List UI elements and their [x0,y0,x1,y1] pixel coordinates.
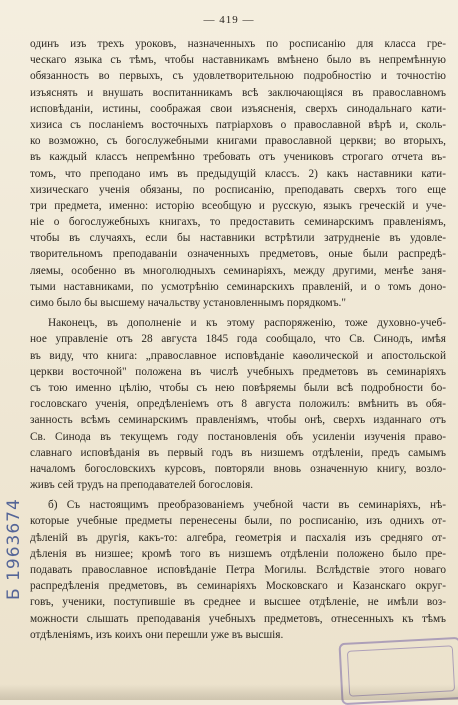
paragraph [30,315,446,493]
text-line: дѣленія въ низшее; кромѣ того въ низшемъ отдѣленіи положено было пре- [30,547,446,560]
text-line: съ тою именно цѣлію, чтобы съ нею повѣряемы были всѣ подробности бо- [30,381,446,394]
text-line: гословскаго ученія, опредѣленіемъ отъ 8 августа положилъ: вмѣнить въ обя- [30,398,446,411]
body-text [30,36,446,643]
text-line: томъ, что преподано имъ въ предыдущій классъ. 2) какъ наставники кати- [30,167,446,180]
text-line: тыми наставниками, по усмотрѣнію семинарскихъ правленій, и о томъ доно- [30,280,446,293]
page-edge-shadow [0,684,458,700]
text-line: въ каждый классъ непремѣнно требовать отъ учениковъ строгаго отчета въ- [30,151,446,164]
text-line: церкви восточной" положена въ числѣ учебныхъ предметовъ въ семинаріяхъ [30,365,446,378]
text-line: ное управленіе отъ 28 августа 1845 года сообщало, что Св. Синодъ, имѣя [30,333,446,346]
paragraph [30,36,446,311]
text-line: одинъ изъ трехъ уроковъ, назначенныхъ по росписанію для класса гре- [30,38,446,50]
text-line: распредѣленія предметовъ, въ семинаріяхъ Московскаго и Казанскаго округ- [30,580,446,593]
text-line: хизическаго ученія обязаны, по росписанію, преподавать сверхъ того еще [30,183,446,196]
text-line: б) Съ настоящимъ преобразованіемъ учебной части въ семинаріяхъ, нѣ- [48,499,446,512]
page-number: — 419 — [203,14,255,26]
text-line: симо было бы высшему начальству установленнымъ порядкомъ." [30,297,346,309]
text-line: которые учебные предметы перенесены были, по росписанію, изъ однихъ от- [30,515,446,528]
text-line: Св. Синода въ текущемъ году постановленія объ усиленіи изученія право- [30,430,446,443]
text-line: можности слышать преподаванія учебныхъ предметовъ, отнесенныхъ къ тѣмъ [30,612,446,625]
text-line: изъяснять и внушать воспитанникамъ всѣ заключающіяся въ православномъ [30,86,446,99]
text-line: занность всѣмъ семинарскимъ правленіямъ, чтобы онѣ, сверхъ изданнаго отъ [30,414,446,427]
text-line: ко возможно, съ богослужебными книгами православной церкви; во вторыхъ, [30,135,446,148]
text-line: живъ сей трудъ на преподавателей богословія. [30,479,254,492]
text-line: обязанность во первыхъ, съ удовлетворительною подробностію и точностію [30,70,446,83]
text-line: Наконецъ, въ дополненіе и къ этому распоряженію, тоже духовно-учеб- [48,317,446,330]
text-line: ляемы, особенно въ многолюдныхъ семинаріяхъ, между другими, менѣе заня- [30,264,446,277]
paragraph [30,497,446,643]
text-line: ніе о богослужебныхъ книгахъ, то предоставить семинарскимъ правленіямъ, [30,216,446,229]
text-line: въ виду, что книга: „православное исповѣданіе каѳолической и апостольской [30,349,446,362]
text-line: говъ, ученики, поступившіе въ среднее и высшее отдѣленіе, не имѣли воз- [30,596,446,609]
text-line: чтобы въ случаяхъ, если бы наставники встрѣтили затрудненіе въ удовле- [30,232,446,245]
text-line: хизиса съ посланіемъ восточныхъ патріарховъ о православной вѣрѣ и, сколь- [30,118,446,131]
text-line: началомъ богословскихъ курсовъ, повторяли вновь означенную книгу, возло- [30,462,446,475]
text-line: подавать православное исповѣданіе Петра Могилы. Вслѣдствіе этого новаго [30,564,446,576]
inventory-number: Б 1963674 [4,498,24,600]
text-line: дѣленій въ другія, какъ-то: алгебра, геометрія и пасхалія изъ средняго от- [30,531,446,544]
text-line: три предмета, именно: исторію всеобщую и русскую, языкъ греческій и уче- [30,199,446,212]
text-line: исповѣданіи, истины, соображая свои изъясненія, сверхъ синодальнаго кати- [30,102,446,115]
text-line: отдѣленіямъ, изъ коихъ они перешли уже въ высшія. [30,628,284,641]
text-line: ческаго языка съ тѣмъ, чтобы наставникамъ вмѣнено было въ непремѣнную [30,54,446,67]
text-line: творительномъ преподаваніи означенныхъ предметовъ, оные были распредѣ- [30,248,446,261]
text-line: славнаго исповѣданія въ первый годъ въ низшемъ отдѣленіи, предъ самымъ [30,446,446,459]
